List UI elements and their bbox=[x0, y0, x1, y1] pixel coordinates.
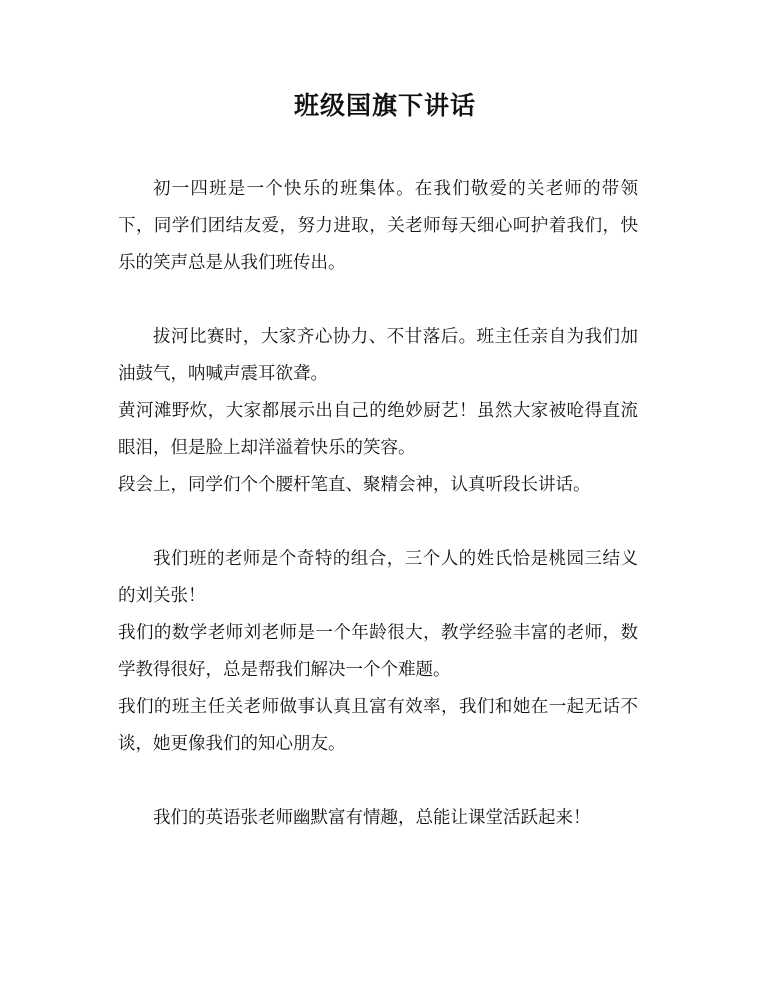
document-body bbox=[118, 171, 638, 837]
paragraph-math-teacher: 我们的数学老师刘老师是一个年龄很大，教学经验丰富的老师，数学教得很好，总是帮我们解决一个个难题。 bbox=[118, 623, 638, 680]
paragraph-picnic: 黄河滩野炊，大家都展示出自己的绝妙厨艺！虽然大家被呛得直流眼泪，但是脸上却洋溢着快乐的笑容。 bbox=[118, 401, 638, 458]
paragraph-grade-meeting: 段会上，同学们个个腰杆笔直、聚精会神，认真听段长讲话。 bbox=[118, 475, 591, 495]
page-title: 班级国旗下讲话 bbox=[293, 91, 476, 120]
paragraph-english-teacher: 我们的英语张老师幽默富有情趣，总能让课堂活跃起来！ bbox=[153, 808, 591, 828]
paragraph-teachers-intro: 我们班的老师是个奇特的组合，三个人的姓氏恰是桃园三结义的刘关张！ bbox=[118, 549, 638, 606]
paragraph-head-teacher: 我们的班主任关老师做事认真且富有效率，我们和她在一起无话不谈，她更像我们的知心朋友。 bbox=[118, 697, 638, 754]
paragraph-tug-of-war: 拔河比赛时，大家齐心协力、不甘落后。班主任亲自为我们加油鼓气，呐喊声震耳欲聋。 bbox=[118, 327, 638, 384]
paragraph-class-intro: 初一四班是一个快乐的班集体。在我们敬爱的关老师的带领下，同学们团结友爱，努力进取，关老师每天细心呵护着我们，快乐的笑声总是从我们班传出。 bbox=[118, 179, 638, 273]
